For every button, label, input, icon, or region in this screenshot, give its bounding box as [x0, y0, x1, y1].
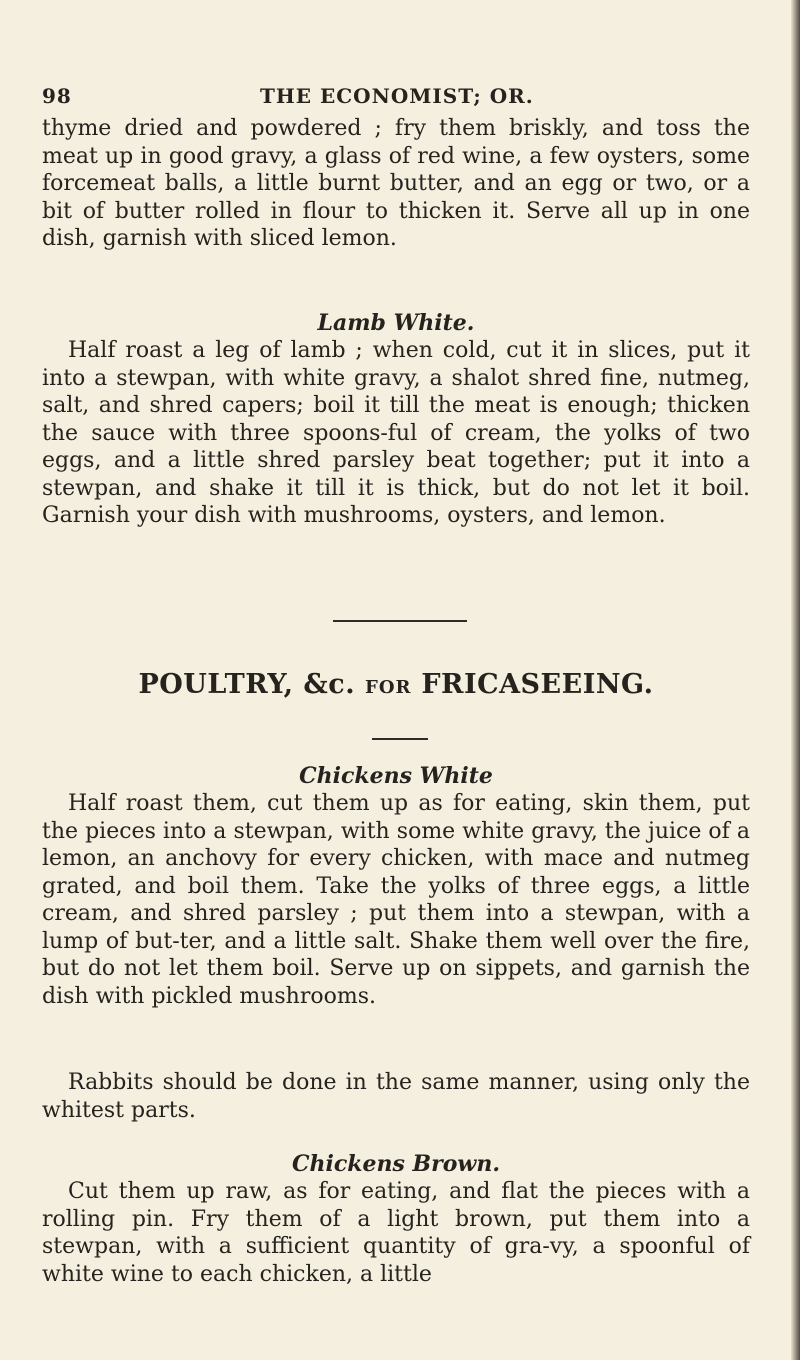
paragraph-thyme: thyme dried and powdered ; fry them briskly, and toss the meat up in good gravy, a glass of red wine, a few oysters, some forcemeat balls, a little burnt butter, and an egg or two, or a bit of butter rolled in flour to thicken it. Serve all up in one dish, garnish with sliced lemon. — [42, 116, 750, 251]
page-edge-shadow — [791, 0, 800, 1360]
running-head — [42, 84, 742, 114]
divider-rule — [333, 620, 467, 622]
paragraph-lamb-white: Half roast a leg of lamb ; when cold, cut it in slices, put it into a stewpan, with white gravy, a shalot shred fine, nutmeg, salt, and shred capers; boil it till the meat is enough; thicken the sauce with three spoons-ful of cream, the yolks of two eggs, and a little shred parsley beat together; put it into a stewpan, and shake it till it is thick, but do not let it boil. Garnish your dish with mushrooms, oysters, and lemon. — [42, 338, 750, 528]
running-title: THE ECONOMIST; OR. — [260, 84, 534, 108]
recipe-title-chickens-brown: Chickens Brown. — [292, 1151, 500, 1177]
paragraph-rabbits: Rabbits should be done in the same manner, using only the whitest parts. — [42, 1070, 750, 1123]
page-number: 98 — [42, 84, 72, 108]
recipe-title-lamb-white: Lamb White. — [317, 310, 475, 336]
section-heading-poultry — [42, 668, 750, 705]
section-heading-for: FOR — [365, 677, 412, 698]
paragraph-chickens-brown: Cut them up raw, as for eating, and flat the pieces with a rolling pin. Fry them of a light brown, put them into a stewpan, with a sufficient quantity of gra-vy, a spoonful of white wine to each chicken, a little — [42, 1179, 750, 1287]
section-heading-fricaseeing: FRICASEEING. — [421, 669, 654, 700]
recipe-title-chickens-white: Chickens White — [299, 763, 493, 789]
paragraph-chickens-white: Half roast them, cut them up as for eating, skin them, put the pieces into a stewpan, with some white gravy, the juice of a lemon, an anchovy for every chicken, with mace and nutmeg grated, and boil them. Take the yolks of three eggs, a little cream, and shred parsley ; put them into a stewpan, with a lump of but-ter, and a little salt. Shake them well over the fire, but do not let them boil. Serve up on sippets, and garnish the dish with pickled mushrooms. — [42, 791, 750, 1009]
section-heading-main: POULTRY, &c. — [138, 669, 356, 700]
short-divider-rule — [372, 738, 428, 740]
